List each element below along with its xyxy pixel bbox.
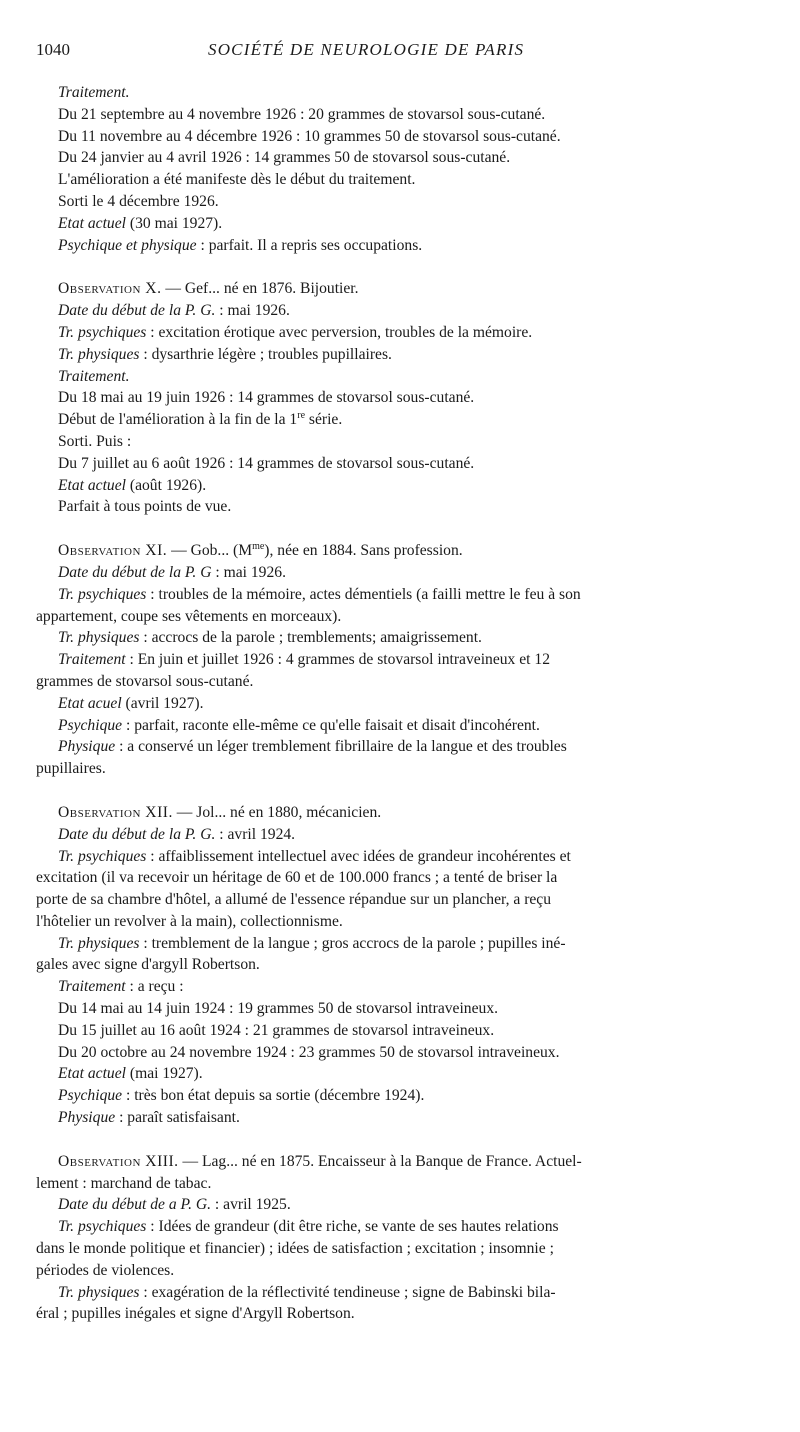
etat-label: Etat actuel bbox=[58, 214, 126, 232]
observation-10: Observation X. — Gef... né en 1876. Bijoutier. Date du début de la P. G. : mai 1926. Tr. psychiques : excitation érotique avec perversion, troubles de la mémoire. Tr. physiques : dysarthrie légère ; troubles pupillaires. Traitement. Du 18 mai au 19 juin 1926 : 14 grammes de stovarsol sous-cutané. Début de l'amélioration à la fin de la 1re série. Sorti. Puis : Du 7 juillet au 6 août 1926 : 14 grammes de stovarsol sous-cutané. Etat actuel (août 1926). Parfait à tous points de vue. bbox=[36, 278, 754, 518]
text-line: porte de sa chambre d'hôtel, a allumé de l'essence répandue sur un plancher, a reçu bbox=[36, 891, 552, 909]
text-line: L'amélioration a été manifeste dès le début du traitement. bbox=[58, 171, 416, 189]
observation-title: Observation XII. bbox=[58, 803, 173, 821]
observation-title: Observation XIII. bbox=[58, 1152, 179, 1170]
text-line: dans le monde politique et financier) ; idées de satisfaction ; excitation ; insomnie ; bbox=[36, 1240, 554, 1258]
text-line: lement : marchand de tabac. bbox=[36, 1174, 212, 1192]
observation-12: Observation XII. — Jol... né en 1880, mécanicien. Date du début de la P. G. : avril 1924. Tr. psychiques : affaiblissement intellectuel avec idées de grandeur incohérentes et excitation (il va recevoir un héritage de 60 et de 100.000 francs ; a tenté de briser la porte de sa chambre d'hôtel, a allumé de l'essence répandue sur un plancher, a reçu l'hôtelier un revolver à la main), collectionnisme. Tr. physiques : tremblement de la langue ; gros accrocs de la parole ; pupilles iné- gales avec signe d'argyll Robertson. Traitement : a reçu : Du 14 mai au 14 juin 1924 : 19 grammes 50 de stovarsol intraveineux. Du 15 juillet au 16 août 1924 : 21 grammes de stovarsol intraveineux. Du 20 octobre au 24 novembre 1924 : 23 grammes 50 de stovarsol intraveineux. Etat actuel (mai 1927). Psychique : très bon état depuis sa sortie (décembre 1924). Physique : paraît satisfaisant. bbox=[36, 802, 754, 1129]
observation-9-continued: Traitement. Du 21 septembre au 4 novembre 1926 : 20 grammes de stovarsol sous-cutané. Du 11 novembre au 4 décembre 1926 : 10 grammes 50 de stovarsol sous-cutané. Du 24 janvier au 4 avril 1926 : 14 grammes 50 de stovarsol sous-cutané. L'amélioration a été manifeste dès le début du traitement. Sorti le 4 décembre 1926. Etat actuel (30 mai 1927). Psychique et physique : parfait. Il a repris ses occupations. bbox=[36, 82, 754, 256]
text-line: périodes de violences. bbox=[36, 1261, 175, 1279]
text-line: pupillaires. bbox=[36, 760, 106, 778]
observation-11: Observation XI. — Gob... $(M^{me})$, née en 1884. Sans profession. Date du début de la P. G : mai 1926. Tr. psychiques : troubles de la mémoire, actes démentiels (a failli mettre le feu à son appartement, coupe ses vêtements en morceaux). Tr. physiques : accrocs de la parole ; tremblements; amaigrissement. Traitement : En juin et juillet 1926 : 4 grammes de stovarsol intraveineux et 12 grammes de stovarsol sous-cutané. Etat acuel (avril 1927). Psychique : parfait, raconte elle-même ce qu'elle faisait et disait d'incohérent. Physique : a conservé un léger tremblement fibrillaire de la langue et des troubles pupillaires. bbox=[36, 540, 754, 780]
text-line: Parfait à tous points de vue. bbox=[58, 498, 232, 516]
observation-title: Observation X. bbox=[58, 280, 162, 298]
page-body bbox=[36, 82, 754, 1325]
psy-label: Psychique et physique bbox=[58, 236, 197, 254]
observation-13: Observation XIII. — Lag... né en 1875. Encaisseur à la Banque de France. Actuel- lement : marchand de tabac. Date du début de a P. G. : avril 1925. Tr. psychiques : Idées de grandeur (dit être riche, se vante de ses hautes relations dans le monde politique et financier) ; idées de satisfaction ; excitation ; insomnie ; périodes de violences. Tr. physiques : exagération de la réflectivité tendineuse ; signe de Babinski bila- éral ; pupilles inégales et signe d'Argyll Robertson. bbox=[36, 1151, 754, 1325]
text-line: Du 21 septembre au 4 novembre 1926 : 20 grammes de stovarsol sous-cutané. bbox=[58, 105, 546, 123]
text-line: l'hôtelier un revolver à la main), collectionnisme. bbox=[36, 912, 343, 930]
text-line: grammes de stovarsol sous-cutané. bbox=[36, 672, 254, 690]
page-number: 1040 bbox=[36, 40, 70, 59]
text-line: appartement, coupe ses vêtements en morceaux). bbox=[36, 607, 342, 625]
text-line: gales avec signe d'argyll Robertson. bbox=[36, 956, 260, 974]
text-line: Du 18 mai au 19 juin 1926 : 14 grammes de stovarsol sous-cutané. bbox=[58, 389, 475, 407]
text-line: Sorti le 4 décembre 1926. bbox=[58, 192, 219, 210]
observation-title: Observation XI. bbox=[58, 542, 168, 560]
running-title: SOCIÉTÉ DE NEUROLOGIE DE PARIS bbox=[208, 40, 525, 59]
text-line: excitation (il va recevoir un héritage de 60 et de 100.000 francs ; a tenté de briser la bbox=[36, 869, 558, 887]
text-line: Du 20 octobre au 24 novembre 1924 : 23 grammes 50 de stovarsol intraveineux. bbox=[58, 1043, 560, 1061]
text-line: Du 7 juillet au 6 août 1926 : 14 grammes de stovarsol sous-cutané. bbox=[58, 454, 475, 472]
text-line: Du 11 novembre au 4 décembre 1926 : 10 grammes 50 de stovarsol sous-cutané. bbox=[58, 127, 561, 145]
traitement-label: Traitement. bbox=[58, 84, 130, 101]
text-line: éral ; pupilles inégales et signe d'Argyll Robertson. bbox=[36, 1305, 355, 1323]
page-header bbox=[36, 40, 756, 64]
text-line: Du 24 janvier au 4 avril 1926 : 14 grammes 50 de stovarsol sous-cutané. bbox=[58, 149, 511, 167]
text-line: Du 14 mai au 14 juin 1924 : 19 grammes 50 de stovarsol intraveineux. bbox=[58, 1000, 499, 1018]
text-line: Sorti. Puis : bbox=[58, 432, 132, 450]
text-line: Du 15 juillet au 16 août 1924 : 21 grammes de stovarsol intraveineux. bbox=[58, 1021, 495, 1039]
